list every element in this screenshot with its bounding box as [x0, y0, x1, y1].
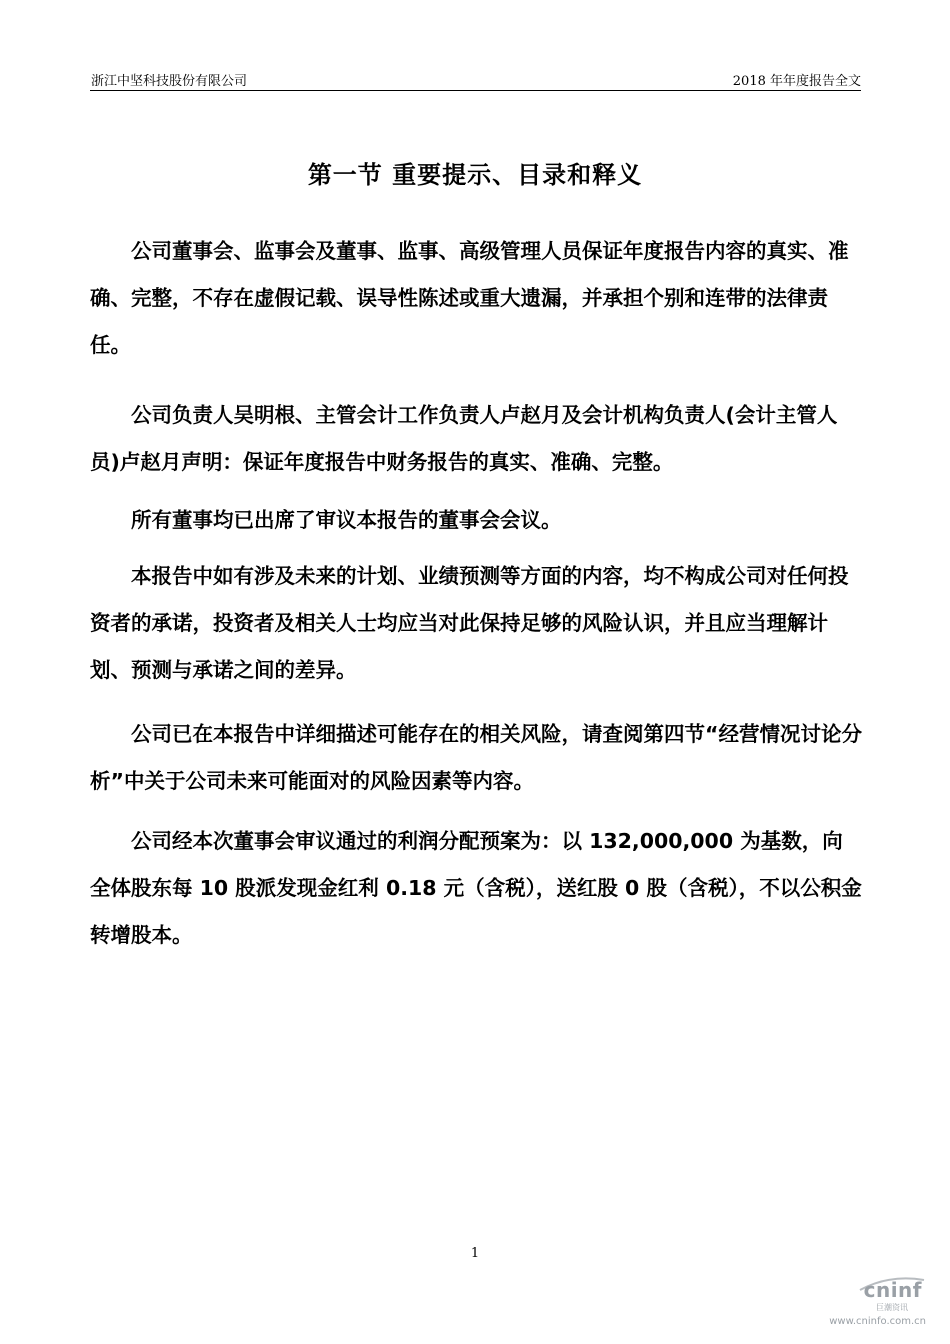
- section-title: 第一节 重要提示、目录和释义: [307, 161, 643, 189]
- header-company-name: 浙江中坚科技股份有限公司: [91, 74, 248, 89]
- cninfo-watermark: [820, 1272, 930, 1332]
- watermark-brand: cninf: [863, 1278, 922, 1302]
- paragraph-responsible-persons-statement: 公司负责人吴明根、主管会计工作负责人卢赵月及会计机构负责人(会计主管人员)卢赵月声明：保证年度报告中财务报告的真实、准确、完整。: [90, 403, 838, 474]
- paragraph-profit-distribution: 公司经本次董事会审议通过的利润分配预案为：以 132,000,000 为基数，向全体股东每 10 股派发现金红利 0.18 元（含税），送红股 0 股（含税），不以公积金转增股本。: [90, 829, 862, 947]
- page-header: [90, 66, 861, 91]
- header-report-title: 2018 年年度报告全文: [732, 74, 861, 89]
- watermark-brand-cn: 巨潮资讯: [876, 1303, 908, 1312]
- page-number: 1: [470, 1246, 480, 1261]
- paragraph-directors-attendance: 所有董事均已出席了审议本报告的董事会会议。: [131, 508, 562, 532]
- paragraph-risk-notice: 公司已在本报告中详细描述可能存在的相关风险，请查阅第四节“经营情况讨论分析”中关于公司未来可能面对的风险因素等内容。: [90, 722, 862, 793]
- watermark-url: www.cninfo.com.cn: [829, 1316, 926, 1327]
- paragraph-forward-looking-disclaimer: 本报告中如有涉及未来的计划、业绩预测等方面的内容，均不构成公司对任何投资者的承诺，投资者及相关人士均应当对此保持足够的风险认识，并且应当理解计划、预测与承诺之间的差异。: [90, 564, 849, 682]
- paragraph-board-guarantee: 公司董事会、监事会及董事、监事、高级管理人员保证年度报告内容的真实、准确、完整，不存在虚假记载、误导性陈述或重大遗漏，并承担个别和连带的法律责任。: [90, 239, 849, 357]
